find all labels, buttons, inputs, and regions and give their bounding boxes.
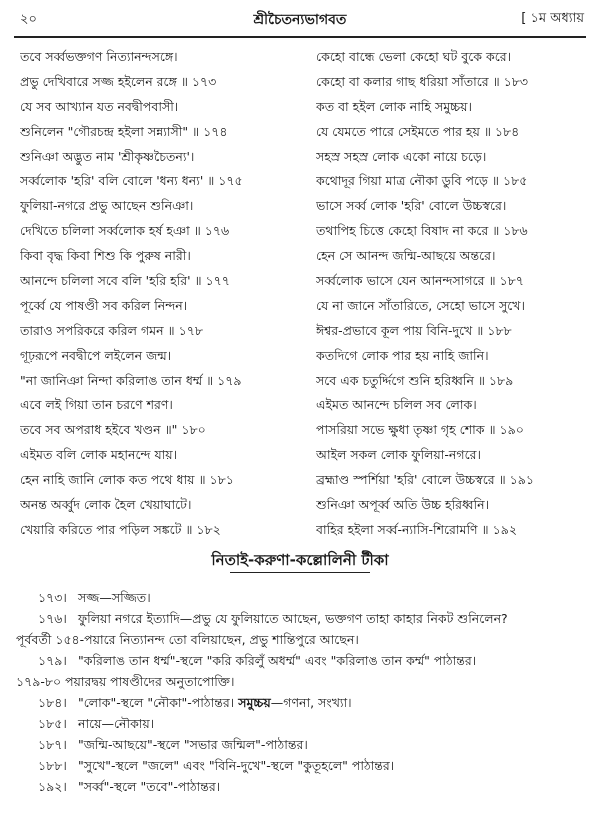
verse-line: এইমত বলি লোক মহানন্দে যায়। (20, 447, 178, 463)
verse-line: যে যেমতে পারে সেইমতে পার হয় ॥ ১৮৪ (316, 123, 520, 139)
verse-line: ফুলিয়া-নগরে প্রভু আছেন শুনিঞা। (20, 198, 194, 214)
verse-line: তবে সব অপরাধ হইবে খণ্ডন ॥" ১৮০ (20, 422, 206, 438)
verse-line: শুনিঞা অপূর্ব্ব অতি উচ্চ হরিধ্বনি। (316, 497, 490, 513)
verse-line: আনন্দে চলিলা সবে বলি 'হরি হরি' ॥ ১৭৭ (20, 273, 230, 289)
note-number: ১৮৪। (38, 695, 67, 710)
verse-line: এবে লই গিয়া তান চরণে শরণ। (20, 397, 173, 413)
verse-line: পাসরিয়া সভে ক্ষুধা তৃষ্ণা গৃহ শোক ॥ ১৯০ (316, 422, 524, 438)
verse-line: সহস্র সহস্র লোক একো নায়ে চড়ে। (316, 148, 487, 164)
verse-line: ঈশ্বর-প্রভাবে কূল পায় বিনি-দুখে ॥ ১৮৮ (316, 322, 512, 338)
note-text: "সর্ব্ব"-স্থলে "তবে"-পাঠান্তর। (77, 779, 221, 794)
commentary-note (16, 734, 588, 755)
verse-line: কেহো বান্ধে ভেলা কেহো ঘট বুকে করে। (316, 49, 512, 64)
commentary-title-underline (230, 572, 370, 573)
verse-line: প্রভু দেখিবারে সজ্জ হইলেন রঙ্গে ॥ ১৭৩ (20, 73, 217, 89)
verse-line: বাহির হইলা সর্ব্ব-ন্যাসি-শিরোমণি ॥ ১৯২ (316, 521, 517, 537)
verse-line: শুনিঞা অদ্ভুত নাম 'শ্রীকৃষ্ণচৈতন্য'। (20, 148, 195, 164)
commentary-note (16, 608, 588, 650)
note-number: ১৮৭। (38, 737, 67, 752)
note-keyword: সমুচ্চয় (238, 695, 271, 710)
commentary-title: নিতাই-করুণা-কল্লোলিনী টীকা (211, 551, 389, 569)
verse-line: পূর্ব্বে যে পাষণ্ডী সব করিল নিন্দন। (20, 297, 188, 313)
note-text: ফুলিয়া নগরে ইত্যাদি—প্রভু যে ফুলিয়াতে আছেন, ভক্তগণ তাহা কাহার নিকট শুনিলেন? (77, 611, 508, 626)
commentary-note (16, 587, 588, 608)
verse-line: সবে এক চতুর্দ্দিগে শুনি হরিধ্বনি ॥ ১৮৯ (316, 372, 514, 388)
page-header (0, 0, 600, 44)
note-number: ১৯২। (38, 779, 67, 794)
note-text: নায়ে—নৌকায়। (77, 716, 155, 731)
book-title: শ্রীচৈতন্যভাগবত (253, 12, 347, 28)
note-number: ১৮৮। (38, 758, 67, 773)
note-text: "করিলাঙ তান ধর্ম্ম"-স্থলে "করি করিলুঁ অধর্ম্ম" এবং "করিলাঙ তান কর্ম্ম" পাঠান্তর। (77, 653, 477, 668)
verse-line: খেয়ারি করিতে পার পড়িল সঙ্কটে ॥ ১৮২ (20, 521, 221, 537)
note-continuation: পূর্ববর্তী ১৫৪-পয়ারে নিত্যানন্দ তো বলিয়াছেন, প্রভু শান্তিপুরে আছেন। (16, 632, 359, 647)
note-text: "জন্মি-আছয়ে"-স্থলে "সভার জন্মিল"-পাঠান্তর। (77, 737, 308, 752)
verse-line: কত বা হইল লোক নাহি সমুচ্চয়। (316, 98, 473, 114)
note-number: ১৭৯। (38, 653, 67, 668)
commentary-note (16, 713, 588, 734)
verse-line: তারাও সপরিকরে করিল গমন ॥ ১৭৮ (20, 322, 203, 338)
verse-line: এইমত আনন্দে চলিল সব লোক। (316, 397, 477, 413)
verse-line: হেন নাহি জানি লোক কত পথে ধায় ॥ ১৮১ (20, 472, 234, 488)
commentary-notes (16, 587, 588, 797)
verse-line: তবে সর্ব্বভক্তগণ নিত্যানন্দসঙ্গে। (20, 49, 178, 64)
verse-line: কেহো বা কলার গাছ ধরিয়া সাঁতারে ॥ ১৮৩ (316, 73, 529, 89)
verse-line: সর্ব্বলোক ভাসে যেন আনন্দসাগরে ॥ ১৮৭ (316, 273, 524, 289)
verse-line: আইল সকল লোক ফুলিয়া-নগরে। (316, 447, 481, 463)
verse-line: অনন্ত অর্ব্বুদ লোক হৈল খেয়াঘাটে। (20, 497, 192, 513)
verse-line: হেন সে আনন্দ জন্মি-আছয়ে অন্তরে। (316, 248, 496, 264)
note-number: ১৮৫। (38, 716, 67, 731)
verse-line: তথাপিহ চিত্তে কেহো বিষাদ না করে ॥ ১৮৬ (316, 223, 528, 239)
note-text: সজ্জ—সজ্জিত। (77, 590, 151, 605)
verse-line: কিবা বৃদ্ধ কিবা শিশু কি পুরুষ নারী। (20, 248, 191, 264)
verse-section (0, 45, 600, 545)
commentary-note (16, 776, 588, 797)
verse-column-left (20, 45, 292, 543)
verse-line: যে সব আখ্যান যত নবদ্বীপবাসী। (20, 98, 179, 114)
verse-line: দেখিতে চলিলা সর্ব্বলোক হর্ষ হঞা ॥ ১৭৬ (20, 223, 230, 239)
chapter-label: [ ১ম অধ্যায় (521, 11, 584, 26)
note-text-after: —গণনা, সংখ্যা। (270, 695, 352, 710)
verse-line: "না জানিঞা নিন্দা করিলাঙ তান ধর্ম্ম ॥ ১৭৯ (20, 372, 242, 388)
verse-line: কথোদূর গিয়া মাত্র নৌকা ডুবি পড়ে ॥ ১৮৫ (316, 173, 528, 189)
verse-column-right (316, 45, 588, 543)
verse-line: গূঢ়রূপে নবদ্বীপে লইলেন জন্ম। (20, 347, 172, 363)
verse-line: ব্রহ্মাণ্ড স্পর্শিয়া 'হরি' বোলে উচ্চস্বরে ॥ ১৯১ (316, 472, 534, 488)
verse-line: যে না জানে সাঁতারিতে, সেহো ভাসে সুখে। (316, 297, 525, 313)
note-text: "লোক"-স্থলে "নৌকা"-পাঠান্তর। (77, 695, 235, 710)
note-text: "সুখে"-স্থলে "জলে" এবং "বিনি-দুখে"-স্থলে "কুতূহলে" পাঠান্তর। (77, 758, 395, 773)
page-number: ২০ (20, 12, 37, 27)
commentary-note (16, 650, 588, 692)
commentary-note (16, 755, 588, 776)
header-rule (14, 36, 586, 38)
commentary-note (16, 692, 588, 713)
verse-line: শুনিলেন "গৌরচন্দ্র হইলা সন্ন্যাসী" ॥ ১৭৪ (20, 123, 228, 139)
verse-line: ভাসে সর্ব্ব লোক 'হরি' বোলে উচ্চস্বরে। (316, 198, 507, 214)
verse-line: সর্ব্বলোক 'হরি' বলি বোলে 'ধন্য ধন্য' ॥ ১৭৫ (20, 173, 243, 189)
note-number: ১৭৬। (38, 611, 67, 626)
note-continuation: ১৭৯-৮০ পয়ারদ্বয় পাষণ্ডীদের অনুতাপোক্তি। (16, 674, 235, 689)
verse-line: কতদিগে লোক পার হয় নাহি জানি। (316, 347, 489, 363)
note-number: ১৭৩। (38, 590, 67, 605)
